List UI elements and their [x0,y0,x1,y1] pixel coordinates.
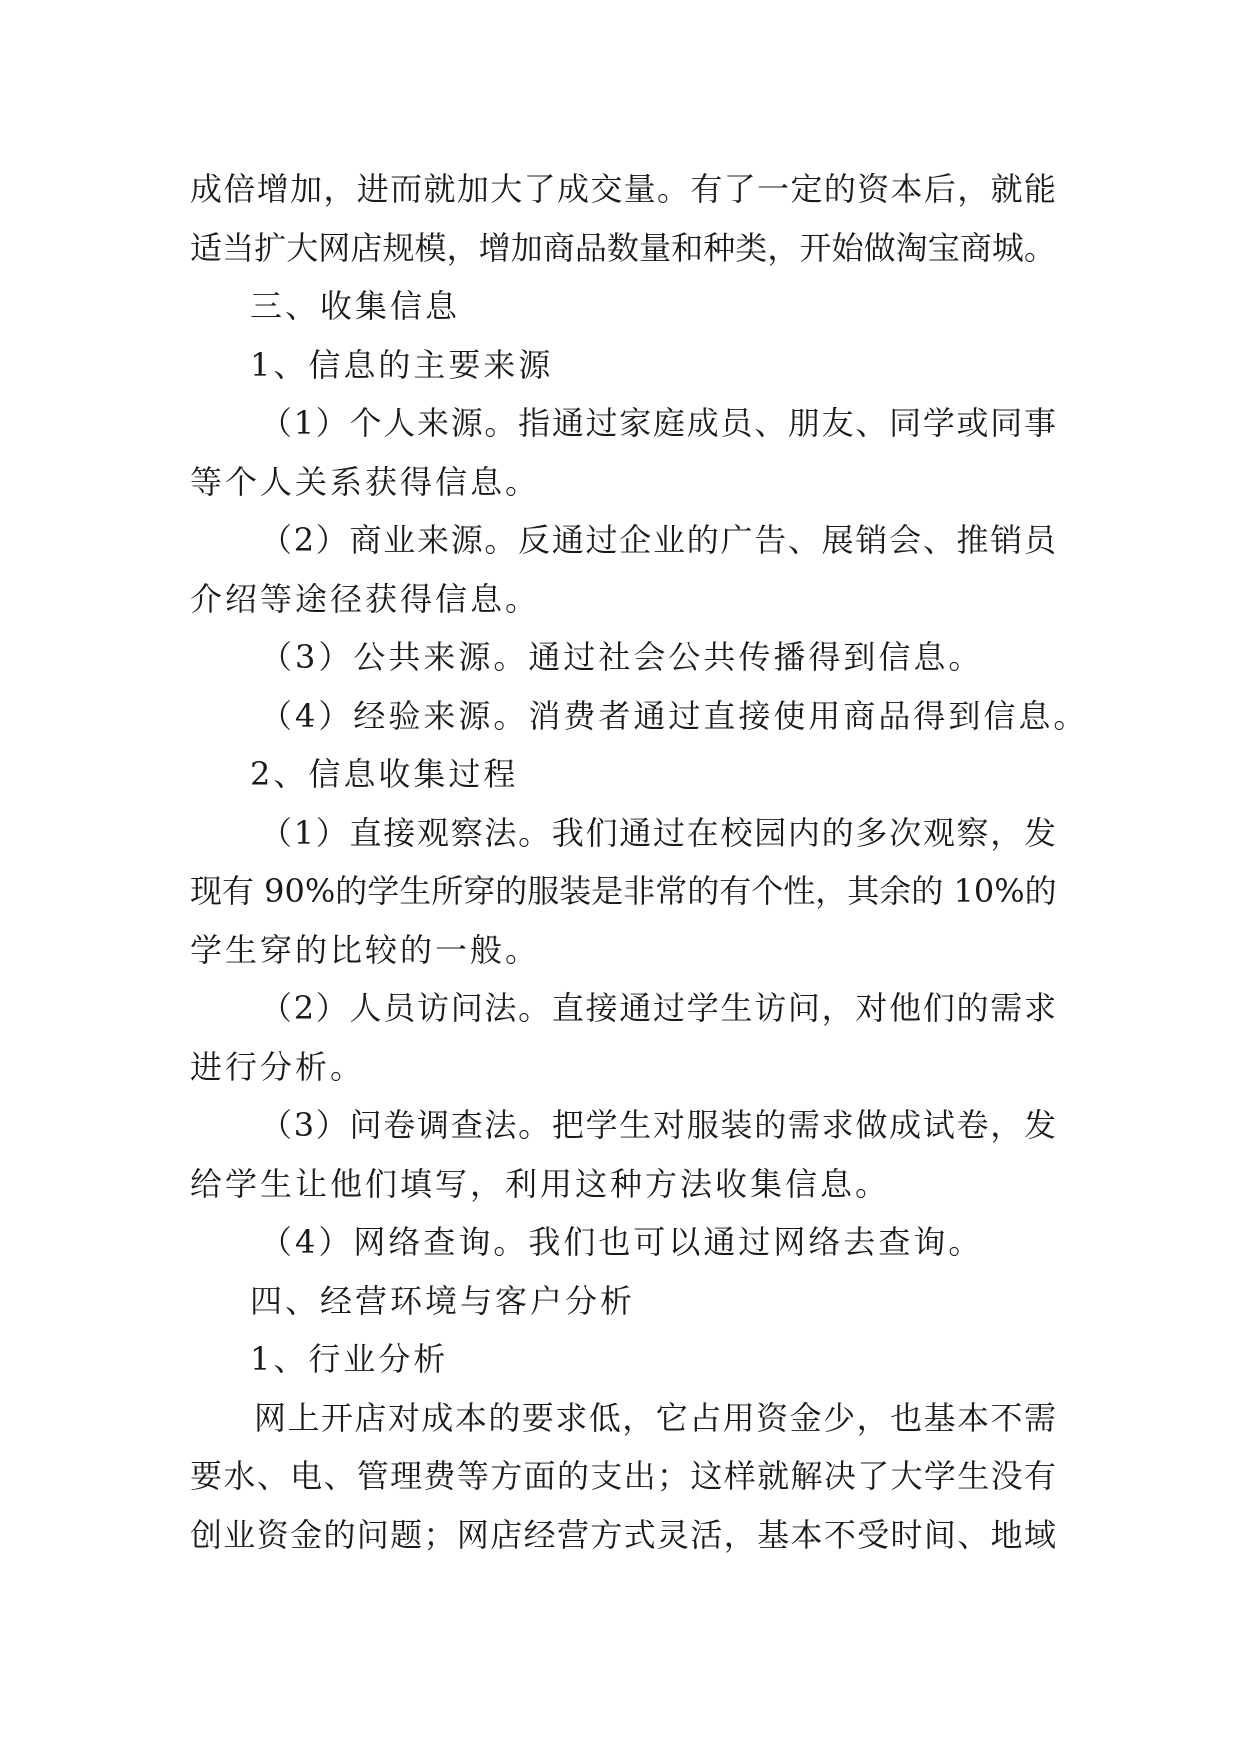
paragraph-line: （4）网络查询。我们也可以通过网络去查询。 [260,1223,984,1261]
paragraph-line: 给学生让他们填写，利用这种方法收集信息。 [190,1164,891,1203]
paragraph-line: （4）经验来源。消费者通过直接使用商品得到信息。 [260,696,1089,735]
subsection-heading: 2、信息收集过程 [250,755,519,793]
paragraph-line: 要水、电、管理费等方面的支出；这样就解决了大学生没有 [190,1457,1056,1495]
section-heading: 四、经营环境与客户分析 [250,1281,636,1320]
paragraph-line: （3）公共来源。通过社会公共传播得到信息。 [260,638,984,676]
subsection-heading: 1、行业分析 [250,1340,449,1378]
paragraph-line: 适当扩大网店规模，增加商品数量和种类，开始做淘宝商城。 [190,228,1056,267]
paragraph-line: （1）个人来源。指通过家庭成员、朋友、同学或同事 [260,404,1056,442]
paragraph-line: 成倍增加，进而就加大了成交量。有了一定的资本后，就能 [190,170,1056,208]
paragraph-line: 进行分析。 [190,1047,366,1086]
subsection-heading: 1、信息的主要来源 [250,345,554,384]
paragraph-line: （3）问卷调查法。把学生对服装的需求做成试卷，发 [260,1106,1056,1144]
document-body [190,160,1089,1564]
paragraph-line: 等个人关系获得信息。 [190,462,541,501]
paragraph-line: （2）人员访问法。直接通过学生访问，对他们的需求 [260,989,1056,1027]
paragraph-line: （1）直接观察法。我们通过在校园内的多次观察，发 [260,813,1056,852]
paragraph-line: 创业资金的问题；网店经营方式灵活，基本不受时间、地域 [190,1515,1056,1554]
paragraph-line: 网上开店对成本的要求低，它占用资金少，也基本不需 [254,1398,1056,1437]
paragraph-line: 现有 90%的学生所穿的服装是非常的有个性，其余的 10%的 [190,872,1057,910]
paragraph-line: 学生穿的比较的一般。 [190,930,541,969]
section-heading: 三、收集信息 [250,287,461,325]
paragraph-line: （2）商业来源。反通过企业的广告、展销会、推销员 [260,521,1056,559]
paragraph-line: 介绍等途径获得信息。 [190,579,541,618]
